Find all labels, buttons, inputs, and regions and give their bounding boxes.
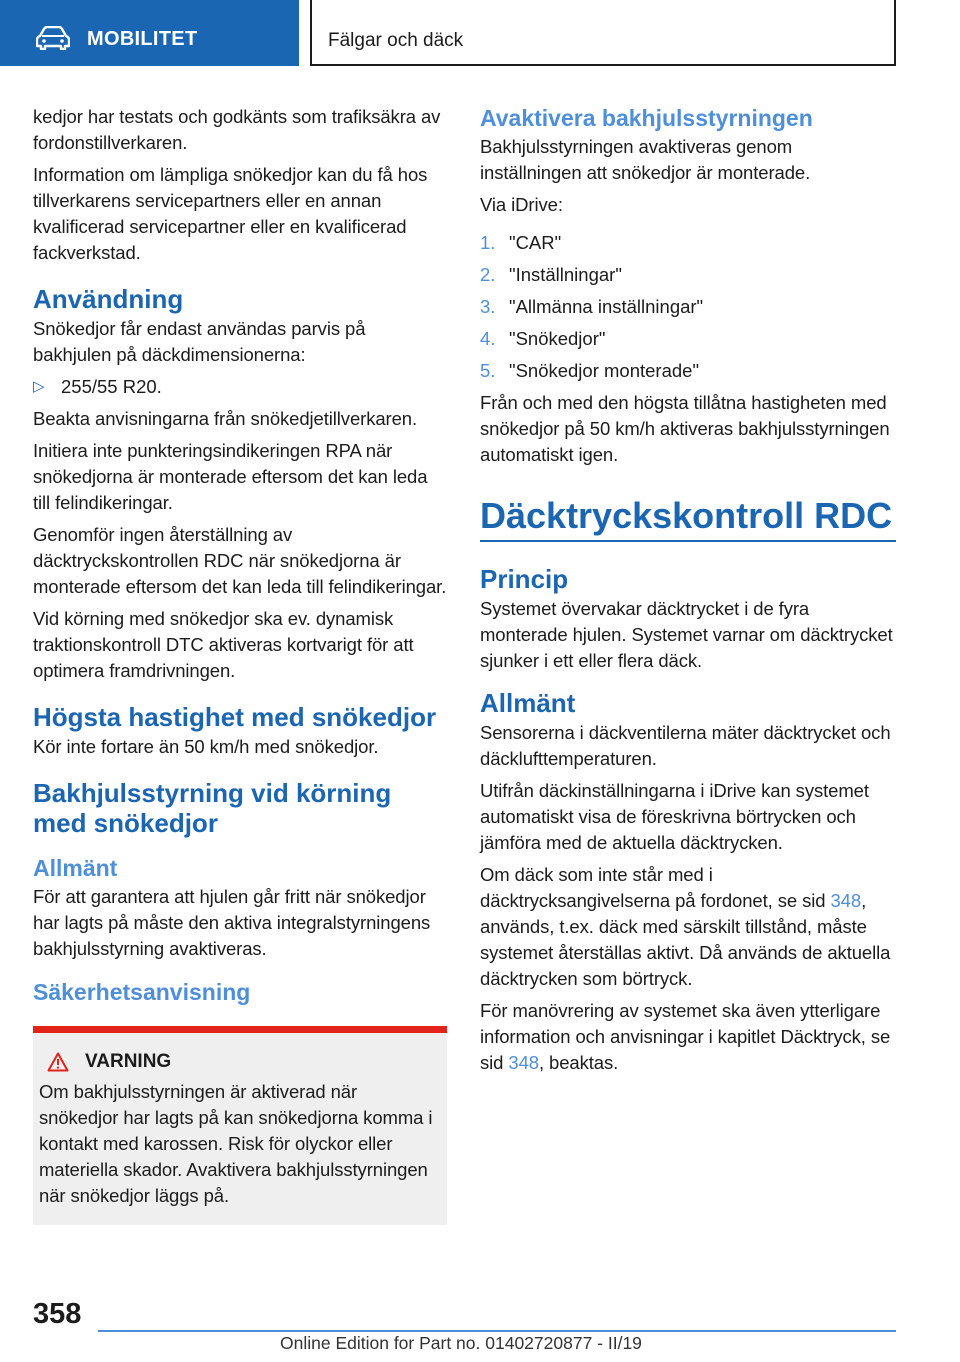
paragraph: Beakta anvisningarna från snökedjetillverkaren. bbox=[33, 408, 418, 429]
paragraph: För manövrering av systemet ska även ytterligare information och anvisningar i kapitlet Däcktryck, se sid 348, beaktas. bbox=[480, 1000, 891, 1073]
list-item: 5. "Snökedjor monterade" bbox=[480, 360, 700, 381]
heading-allmant: Allmänt bbox=[480, 688, 576, 718]
triangle-right-icon: ▷ bbox=[33, 378, 45, 395]
left-column bbox=[33, 104, 447, 1225]
heading-hogsta-hastighet: Högsta hastighet med snökedjor bbox=[33, 702, 437, 732]
edition-text: Online Edition for Part no. 01402720877 - II/19 bbox=[280, 1333, 642, 1353]
chapter-tab bbox=[310, 0, 896, 66]
paragraph: Information om lämpliga snökedjor kan du få hos tillverkarens servicepartners eller en annan kvalificerad servicepartner eller en kvalificerad fackverkstad. bbox=[33, 164, 428, 263]
page-number: 358 bbox=[33, 1298, 82, 1330]
section-title: MOBILITET bbox=[87, 28, 198, 50]
paragraph: Genomför ingen återställning av däcktryckskontrollen RDC när snökedjorna är monterade eftersom det kan leda till felindikeringar. bbox=[33, 524, 447, 597]
warning-text: Om bakhjulsstyrningen är aktiverad när snökedjor har lagts på kan snökedjorna komma i kontakt med karossen. Risk för olyckor eller materiella skador. Avaktivera bakhjulsstyrningen när snökedjor läggs på. bbox=[39, 1081, 433, 1206]
paragraph: För att garantera att hjulen går fritt när snökedjor har lagts på måste den aktiva integralstyrningens bakhjulsstyrning avaktiveras. bbox=[33, 886, 431, 959]
list-item: 3. "Allmänna inställningar" bbox=[480, 296, 704, 317]
right-column bbox=[480, 104, 896, 1082]
paragraph: Initiera inte punkteringsindikeringen RPA när snökedjorna är monterade eftersom det kan leda till felindikeringar. bbox=[33, 440, 428, 513]
paragraph: Vid körning med snökedjor ska ev. dynamisk traktionskontroll DTC aktiveras kortvarigt för att optimera framdrivningen. bbox=[33, 608, 414, 681]
heading-princip: Princip bbox=[480, 564, 569, 594]
paragraph: Via iDrive: bbox=[480, 194, 563, 215]
steps-list bbox=[480, 230, 896, 384]
paragraph: Kör inte fortare än 50 km/h med snökedjor. bbox=[33, 736, 379, 757]
paragraph: Utifrån däckinställningarna i iDrive kan systemet automatiskt visa de föreskrivna börtrycken och jämföra med de aktuella däcktrycken. bbox=[480, 780, 869, 853]
list-item: 1. "CAR" bbox=[480, 232, 562, 253]
heading-anvandning: Användning bbox=[33, 284, 184, 314]
warning-label: VARNING bbox=[85, 1051, 172, 1072]
paragraph: Bakhjulsstyrningen avaktiveras genom inställningen att snökedjor är monterade. bbox=[480, 136, 811, 183]
paragraph: kedjor har testats och godkänts som trafiksäkra av fordonstillverkaren. bbox=[33, 106, 441, 153]
section-tab bbox=[0, 0, 299, 66]
paragraph: Sensorerna i däckventilerna mäter däcktrycket och däcklufttemperaturen. bbox=[480, 722, 891, 769]
heading-sakerhetsanvisning: Säkerhetsanvisning bbox=[33, 979, 251, 1005]
heading-avaktivera: Avaktivera bakhjulsstyrningen bbox=[480, 105, 813, 131]
paragraph: Systemet övervakar däcktrycket i de fyra monterade hjulen. Systemet varnar om däcktrycket sjunker i ett eller flera däck. bbox=[480, 598, 893, 671]
chapter-title: Fälgar och däck bbox=[328, 30, 464, 51]
warning-triangle-icon bbox=[47, 1052, 69, 1072]
warning-title bbox=[39, 1051, 441, 1073]
page-reference-link[interactable]: 348 bbox=[830, 890, 862, 911]
list-item: 2. "Inställningar" bbox=[480, 264, 622, 285]
heading-dacktryckskontroll: Däcktryckskontroll RDC bbox=[480, 494, 896, 542]
warning-box bbox=[33, 1026, 447, 1225]
footer-divider bbox=[98, 1330, 896, 1332]
page-reference-link[interactable]: 348 bbox=[508, 1052, 539, 1073]
heading-allmant: Allmänt bbox=[33, 855, 118, 881]
paragraph: Från och med den högsta tillåtna hastigheten med snökedjor på 50 km/h aktiveras bakhjulsstyrningen automatiskt igen. bbox=[480, 392, 890, 465]
list-item: 4. "Snökedjor" bbox=[480, 328, 606, 349]
paragraph: Snökedjor får endast användas parvis på bakhjulen på däckdimensionerna: bbox=[33, 318, 366, 365]
list-item-text: 255/55 R20. bbox=[61, 376, 162, 397]
list-item bbox=[33, 374, 447, 400]
paragraph: Om däck som inte står med i däcktrycksangivelserna på fordonet, se sid 348, används, t.ex. däck med särskilt tillstånd, måste systemet återställas aktivt. Då används de aktuella däcktrycken som börtryck. bbox=[480, 864, 891, 989]
car-icon bbox=[36, 26, 70, 55]
heading-bakhjulsstyrning: Bakhjulsstyrning vid körning med snökedjor bbox=[33, 778, 392, 838]
